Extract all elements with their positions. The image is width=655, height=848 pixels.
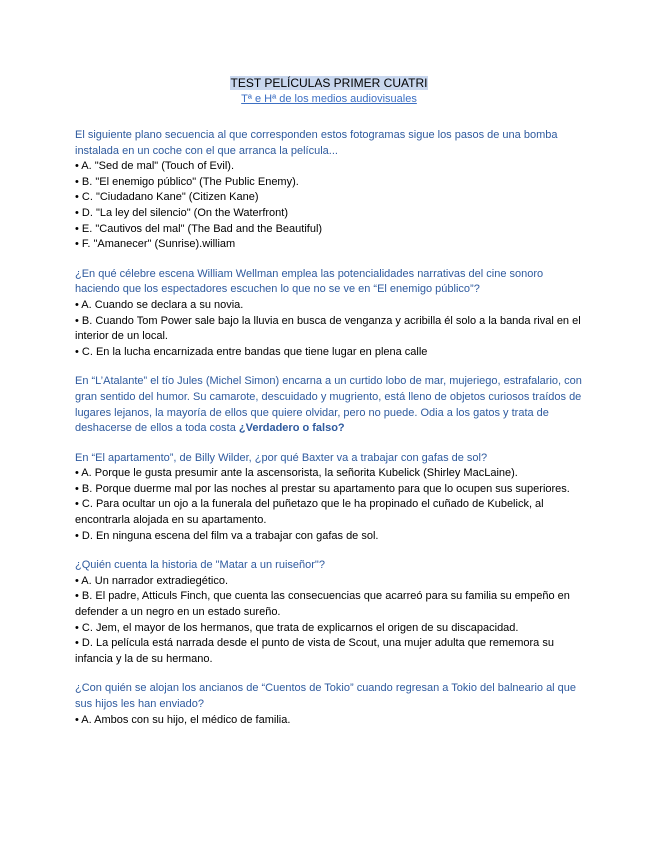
question-block bbox=[75, 681, 583, 728]
answer-option: • B. "El enemigo público" (The Public Enemy). bbox=[75, 175, 299, 188]
answer-option: • A. "Sed de mal" (Touch of Evil). bbox=[75, 160, 235, 173]
question-block bbox=[75, 558, 583, 667]
question-text: En “L’Atalante” el tío Jules (Michel Simon) encarna a un curtido lobo de mar, mujeriego, estrafalario, con gran sentido del humor. Su camarote, descuidado y mugriento, está lleno de objetos curiosos traídos de lugares lejanos, la mayoría de ellos que quiere olvidar, pero no puede. Odia a los gatos y trata de deshacerse de ellos a toda costa ¿Verdadero o falso? bbox=[75, 375, 582, 435]
question-text: ¿En qué célebre escena William Wellman emplea las potencialidades narrativas del cine sonoro haciendo que los espectadores escuchen lo que no se ve en “El enemigo público”? bbox=[75, 267, 544, 296]
question-text: El siguiente plano secuencia al que corresponden estos fotogramas sigue los pasos de una bomba instalada en un coche con el que arranca la película... bbox=[75, 129, 558, 157]
answer-option: • C. Para ocultar un ojo a la funerala del puñetazo que le ha propinado el cuñado de Kubelick, al encontrarla alojada en su apartamento. bbox=[75, 498, 544, 527]
question-block bbox=[75, 128, 583, 253]
answer-option: • C. "Ciudadano Kane" (Citizen Kane) bbox=[75, 191, 259, 204]
answer-option: • D. La película está narrada desde el punto de vista de Scout, una mujer adulta que rememora su infancia y la de su hermano. bbox=[75, 637, 554, 665]
question-text: ¿Con quién se alojan los ancianos de “Cuentos de Tokio” cuando regresan a Tokio del balneario al que sus hijos les han enviado? bbox=[75, 682, 577, 710]
answer-option: • B. El padre, Atticuls Finch, que cuenta las consecuencias que acarreó para su familia su empeño en defender a un negro en un estado sureño. bbox=[75, 590, 570, 619]
document-title: TEST PELÍCULAS PRIMER CUATRI bbox=[230, 76, 428, 90]
answer-option: • C. En la lucha encarnizada entre bandas que tiene lugar en plena calle bbox=[75, 345, 428, 358]
question-block bbox=[75, 374, 583, 436]
question-block bbox=[75, 267, 583, 361]
answer-option: • A. Un narrador extradiegético. bbox=[75, 574, 229, 587]
answer-option: • A. Ambos con su hijo, el médico de familia. bbox=[75, 713, 291, 726]
answer-option: • B. Porque duerme mal por las noches al prestar su apartamento para que lo ocupen sus superiores. bbox=[75, 482, 570, 495]
question-block bbox=[75, 451, 583, 545]
question-text: En “El apartamento”, de Billy Wilder, ¿por qué Baxter va a trabajar con gafas de sol? bbox=[75, 451, 488, 464]
answer-option: • E. "Cautivos del mal" (The Bad and the Beautiful) bbox=[75, 222, 323, 235]
question-text: ¿Quién cuenta la historia de "Matar a un ruiseñor"? bbox=[75, 559, 325, 572]
document-subtitle[interactable]: Tª e Hª de los medios audiovisuales bbox=[241, 93, 417, 105]
answer-option: • A. Cuando se declara a su novia. bbox=[75, 298, 244, 311]
answer-option: • B. Cuando Tom Power sale bajo la lluvia en busca de venganza y acribilla él solo a la banda rival en el interior de un local. bbox=[75, 314, 581, 343]
answer-option: • C. Jem, el mayor de los hermanos, que trata de explicarnos el origen de su discapacidad. bbox=[75, 621, 519, 634]
answer-option: • A. Porque le gusta presumir ante la ascensorista, la señorita Kubelick (Shirley MacLaine). bbox=[75, 467, 518, 480]
answer-option: • F. "Amanecer" (Sunrise).william bbox=[75, 238, 236, 251]
true-false-prompt: ¿Verdadero o falso? bbox=[238, 422, 345, 435]
document-page bbox=[75, 76, 583, 728]
answer-option: • D. "La ley del silencio" (On the Waterfront) bbox=[75, 206, 289, 219]
answer-option: • D. En ninguna escena del film va a trabajar con gafas de sol. bbox=[75, 529, 379, 542]
